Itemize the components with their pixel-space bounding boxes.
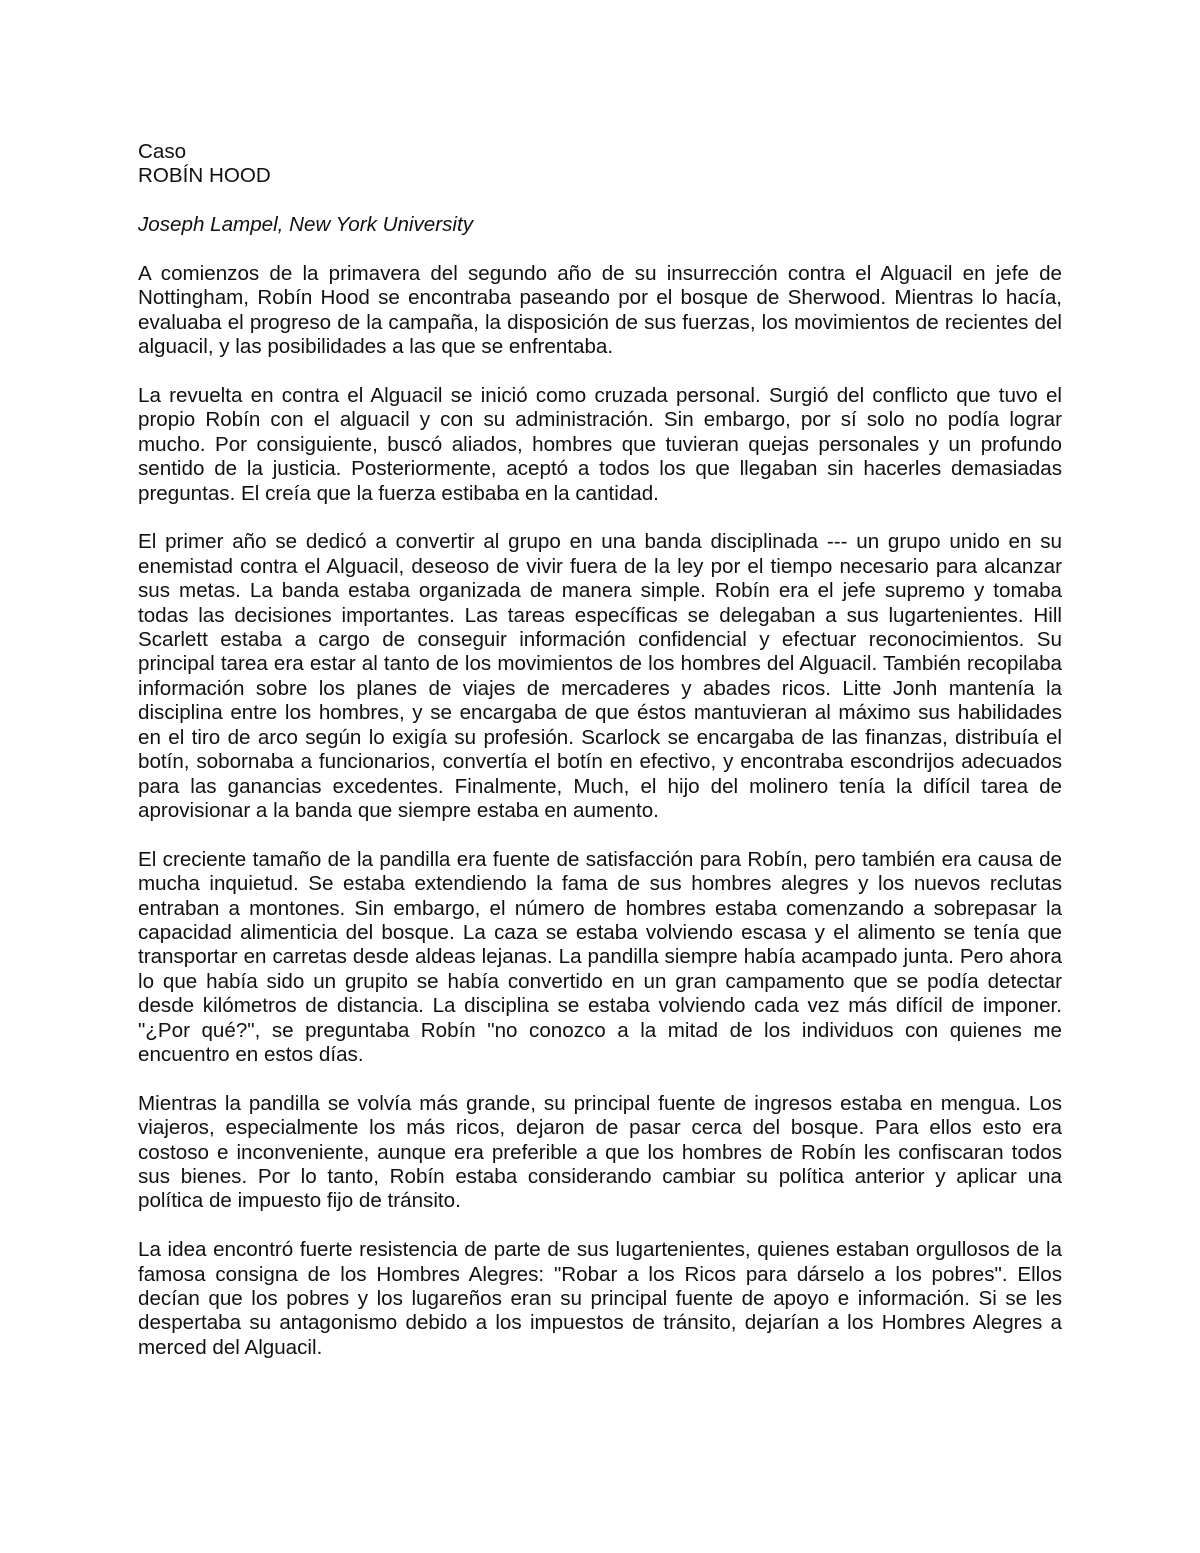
document-body (138, 140, 1062, 1360)
paragraph-4: El creciente tamaño de la pandilla era fuente de satisfacción para Robín, pero también era causa de mucha inquietud. Se estaba extendiendo la fama de sus hombres alegres y los nuevos reclutas entraban a montones. Sin embargo, el número de hombres estaba comenzando a sobrepasar la capacidad alimenticia del bosque. La caza se estaba volviendo escasa y el alimento se tenía que transportar en carretas desde aldeas lejanas. La pandilla siempre había acampado junta. Pero ahora lo que había sido un grupito se había convertido en un gran campamento que se podía detectar desde kilómetros de distancia. La disciplina se estaba volviendo cada vez más difícil de imponer. "¿Por qué?", se preguntaba Robín "no conozco a la mitad de los individuos con quienes me encuentro en estos días. (138, 847, 1062, 1066)
case-label: Caso (138, 140, 187, 163)
author-line: Joseph Lampel, New York University (138, 213, 473, 237)
paragraph-6: La idea encontró fuerte resistencia de parte de sus lugartenientes, quienes estaban orgullosos de la famosa consigna de los Hombres Alegres: "Robar a los Ricos para dárselo a los pobres". Ellos decían que los pobres y los lugareños eran su principal fuente de apoyo e información. Si se les despertaba su antagonismo debido a los impuestos de tránsito, dejarían a los Hombres Alegres a merced del Alguacil. (138, 1238, 1062, 1359)
paragraph-1: A comienzos de la primavera del segundo año de su insurrección contra el Alguacil en jefe de Nottingham, Robín Hood se encontraba paseando por el bosque de Sherwood. Mientras lo hacía, evaluaba el progreso de la campaña, la disposición de sus fuerzas, los movimientos de recientes del alguacil, y las posibilidades a las que se enfrentaba. (138, 262, 1062, 359)
paragraph-5: Mientras la pandilla se volvía más grande, su principal fuente de ingresos estaba en mengua. Los viajeros, especialmente los más ricos, dejaron de pasar cerca del bosque. Para ellos esto era costoso e inconveniente, aunque era preferible a que los hombres de Robín les confiscaran todos sus bienes. Por lo tanto, Robín estaba considerando cambiar su política anterior y aplicar una política de impuesto fijo de tránsito. (138, 1091, 1062, 1213)
paragraph-2: La revuelta en contra el Alguacil se inició como cruzada personal. Surgió del conflicto que tuvo el propio Robín con el alguacil y con su administración. Sin embargo, por sí solo no podía lograr mucho. Por consiguiente, buscó aliados, hombres que tuvieran quejas personales y un profundo sentido de la justicia. Posteriormente, aceptó a todos los que llegaban sin hacerles demasiadas preguntas. El creía que la fuerza estibaba en la cantidad. (138, 384, 1062, 505)
paragraph-3: El primer año se dedicó a convertir al grupo en una banda disciplinada --- un grupo unido en su enemistad contra el Alguacil, deseoso de vivir fuera de la ley por el tiempo necesario para alcanzar sus metas. La banda estaba organizada de manera simple. Robín era el jefe supremo y tomaba todas las decisiones importantes. Las tareas específicas se delegaban a sus lugartenientes. Hill Scarlett estaba a cargo de conseguir información confidencial y efectuar reconocimientos. Su principal tarea era estar al tanto de los movimientos de los hombres del Alguacil. También recopilaba información sobre los planes de viajes de mercaderes y abades ricos. Litte Jonh mantenía la disciplina entre los hombres, y se encargaba de que éstos mantuvieran al máximo sus habilidades en el tiro de arco según lo exigía su profesión. Scarlock se encargaba de las finanzas, distribuía el botín, sobornaba a funcionarios, convertía el botín en efectivo, y encontraba escondrijos adecuados para las ganancias excedentes. Finalmente, Much, el hijo del molinero tenía la difícil tarea de aprovisionar a la banda que siempre estaba en aumento. (138, 530, 1062, 822)
case-title: ROBÍN HOOD (138, 164, 271, 188)
